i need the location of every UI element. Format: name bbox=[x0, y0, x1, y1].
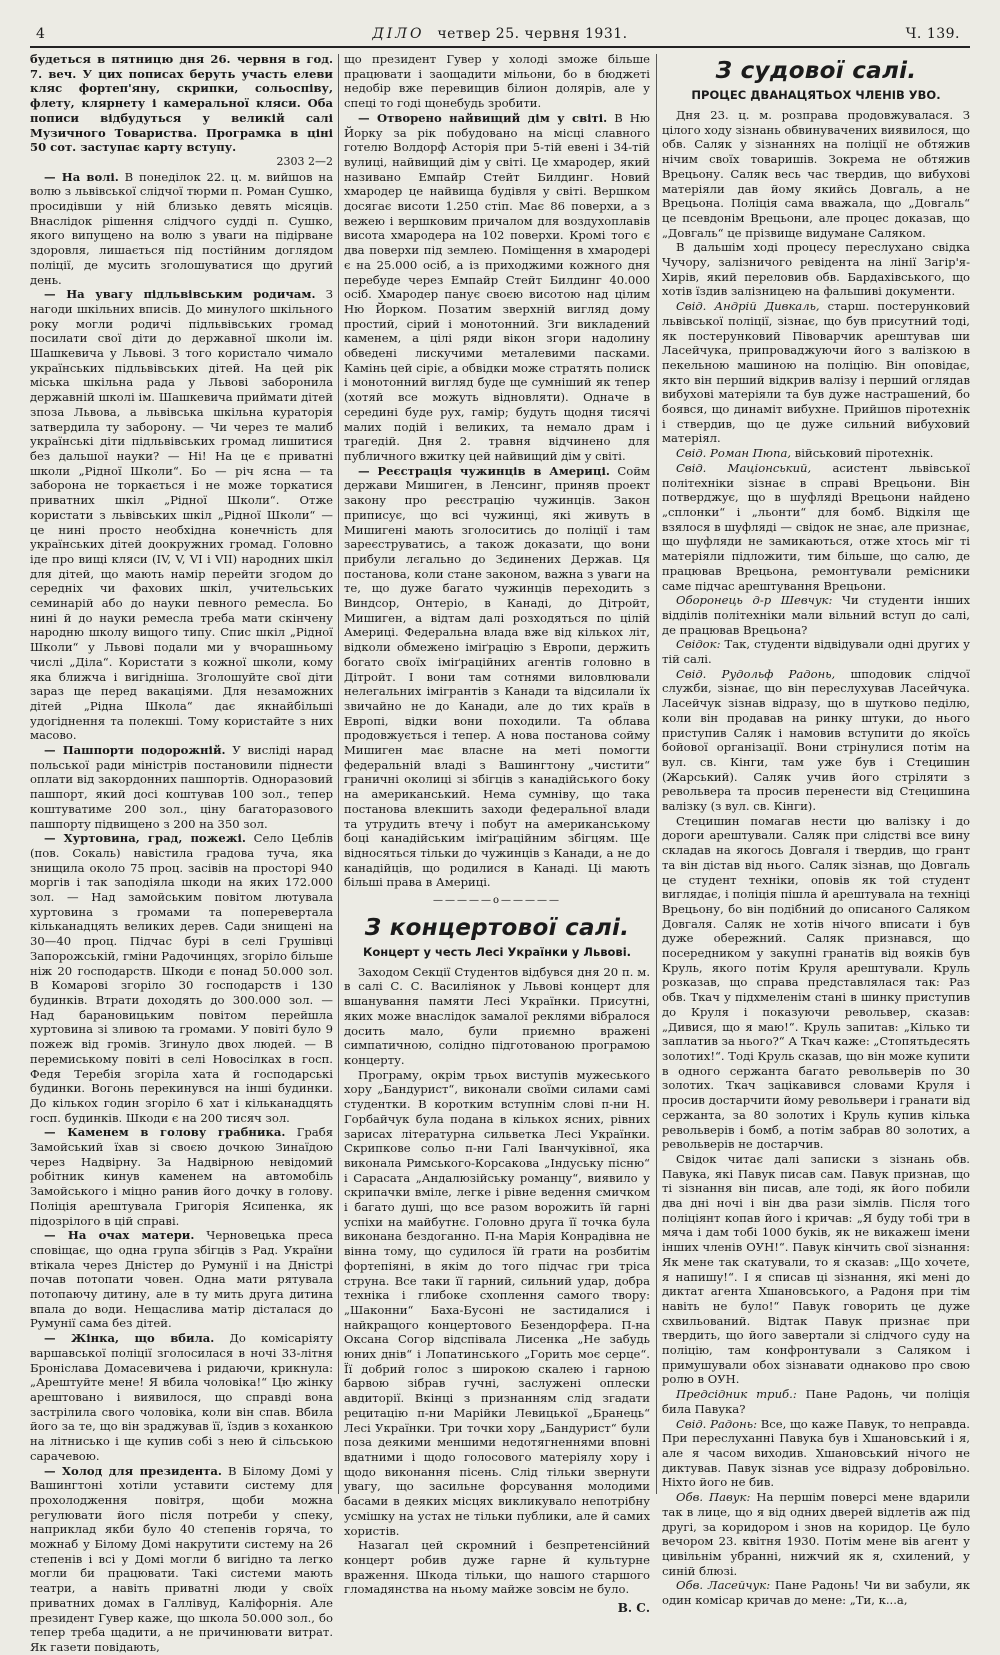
issue-date: четвер 25. червня 1931. bbox=[437, 26, 628, 42]
speaker-label: Обв. Ласейчук: bbox=[676, 1578, 771, 1593]
testimony: Обв. Ласейчук: Пане Радонь! Чи ви забули, як один комісар кричав до мене: „Ти, к...а, bbox=[662, 1578, 971, 1608]
article-paragraph: Свідок читає далі записки з зізнань обв. Павука, які Павук писав сам. Павук признав, що ті зізнання він писав, але тоді, як його побили два дні ночі і він два рази зімлів. Після того поліціянт копав його і кричав: „Я буду тобі три в мяча і дам тобі 1000 буків, як не викажеш імени інших членів ОУН!“. Павук кінчить свої зізнання: Як мене так скатували, то я сказав: „Що хочете, я напишу!“. І я списав ці зізнання, які мені до диктат агента Хшановського, а Радоня при тім навіть не було!“ Павук говорить це дуже схвильований. Відтак Павук признає при твердить, що його завертали зі слідчого суду на поліцію, там конфронтували з Саляком і примушували обох зізнавати однаково про свою ролю в ОУН. bbox=[662, 1151, 970, 1387]
testimony: Свід. Радонь: Все, що каже Павук, то неправда. При переслуханні Павука був і Хшановський і я, але я часом виходив. Хшановський нічого не диктував. Павук зізнав усе відразу добровільно. Ніхто його не бив. bbox=[662, 1416, 970, 1490]
news-item: — Пашпорти подорожній. У висліді нарад польської ради міністрів постановили піднести оплати від закордонних пашпортів. Одноразовий пашпорт, який досі коштував 100 зол., тепер коштуватиме 200 зол., ціну багаторазового пашпорту підвищено з 200 на 350 зол. bbox=[30, 743, 334, 831]
article-paragraph: Заходом Секції Студентов відбувся дня 20 п. м. в салі С. С. Василіянок у Львові концерт для вшанування памяти Лесі Українки. Присутні, яких може внаслідок замалої реклями вібралося досить мало, були приємно вражені симпатичною, солідно підготованою програмою концерту. bbox=[344, 964, 650, 1067]
speaker-label: Обв. Павук: bbox=[676, 1490, 751, 1505]
issue-number: Ч. 139. bbox=[905, 26, 960, 42]
testimony: Обв. Павук: На першім поверсі мене вдарили так в лице, що я від одних дверей відлетів аж під другі, за коридором і знов на коридор. Це було вечором 23. квітня 1930. Потім мене вів агент у цивільнім убранні, нижчий як я, схилений, у синій блюзі. bbox=[662, 1490, 970, 1578]
page-header bbox=[30, 22, 970, 48]
testimony: Оборонець д-р Шевчук: Чи студенти інших відділів політехніки мали вільний вступ до салі, де працював Врецьона? bbox=[662, 593, 971, 637]
testimony: Свід. Маціонський, асистент львівської політехніки зізнає в справі Врецьони. Він потверджує, що в шуфляді Врецьони найдено „сплонки“ і „льонти“ для бомб. Відкіля ще взялося в шуфляді — свідок не знає, але признає, що шуфляди не замикаються, отже хтось міг ті матеріяли підложити, тим більше, що салю, де працював Врецьона, ремонтували ремісники саме підчас арештування Врецьони. bbox=[662, 460, 971, 593]
article-subtitle: Концерт у честь Лесі Українки у Львові. bbox=[362, 944, 632, 959]
news-item: — Реєстрація чужинців в Америці. Сойм держави Мишиген, в Ленсинг, приняв проект закону про реєстрацію чужинців. Закон приписує, що всі чужинці, які живуть в Мишигені мають зголоситись до поліції і там зареєструватись, а також доказати, що вони прибули лєгально до Зєдинених Держав. Ця постанова, коли стане законом, важна з уваги на те, що дуже багато чужинців переходить з Виндсор, Онтеріо, в Канаді, до Дітройт, Мишиген, а відтам далі розходяться по цілій Америці. Федеральна влада вже від кількох літ, відколи обмежено іміґрацію з Европи, держить богато своїх іміґраційних агентів головно в Дітройт. І вони там сотнями виловлювали нелегальних імігрантів з Канади та відсилали їх звичайно не до Канади, але до тих країв в Европі, відки вони походили. Та облава продовжується і тепер. А нова постанова сойму Мишиген має власне на меті помогти федеральній владі з Вашингтону „чистити“ граничні околиці зі збігців з канадійського боку на американський. Нема сумніву, що така постанова влекшить заходи федеральної влади та утрудить втечу і побут на американському боці канадійським іміґраційним збігцям. Ще відносяться тільки до чужинців з Канади, а не до канадійців, що родилися в Канаді. Ці мають більші права в Америці. bbox=[344, 463, 651, 890]
news-title: — Жінка, що вбила. bbox=[44, 1331, 215, 1346]
speaker-label: Свід. Маціонський, bbox=[676, 460, 812, 475]
news-title: — Каменем в голову грабника. bbox=[44, 1125, 286, 1140]
news-title: — Реєстрація чужинців в Америці. bbox=[358, 463, 610, 478]
news-title: — Хуртовина, град, пожежі. bbox=[44, 831, 246, 846]
section-separator: —————o————— bbox=[432, 895, 562, 907]
speaker-label: Свід. Роман Пюпа, bbox=[676, 446, 792, 461]
concert-notice: будеться в пятницю дня 26. червня в год. 7. веч. У цих пописах беруть участь елеви кляс фортеп'яну, скрипки, сольоспіву, флету, клярнету і камеральної кляси. Оба пописи відбудуться у великій салі Музичного Товариства. Програмка в ціні 50 сот. заступає карту вступу. bbox=[30, 52, 333, 155]
article-paragraph: Назагал цей скромний і безпретенсійний концерт робив дуже гарне й культурне враження. Шкода тільки, що нашого старшого гломадянства на ньому майже зовсім не було. bbox=[344, 1538, 650, 1597]
news-item: — Отворено найвищий дім у світі. В Ню Йорку за рік побудовано на місці славного готелю Волдорф Асторія при 5-тій евені і 34-тій вулиці, найвищий дім у світі. Це хмародер, який називано Емпайр Стейт Билдинг. Новий хмародер це найвища будівля у світі. Вершком досягає висоти 1.250 стіп. Має 86 поверхи, а з вежею і вершковим причалом для воздухоплавів висота хмародера на 102 поверхи. Кромі того є два поверхи під землею. Поміщення в хмародері є на 25.000 осіб, а із приходжими кожного дня перебуде через Емпайр Стейт Билдинг 40.000 осіб. Хмародер панує своєю висотою над цілим Ню Йорком. Позатим зверхній вигляд дому простий, сірий і монотонний. Зги викладений каменем, а цілі ряди вікон згори надолину обведені лискучими металевими пасками. Камінь цей сіріє, а обвідки може стратять полиск і монотонний вигляд буде ще сумніший як тепер (хотяй все можуть відновляти). Одначе в середині буде рух, гамір; будуть щодня тисячі малих подій і великих, та немало драм і трагедій. Дня 2. травня відчинено для публичного вжитку цей найвищий дім у світі. bbox=[344, 110, 650, 463]
testimony: Свід. Андрій Дивкаль, старш. постерунковий львівської поліції, зізнає, що був присутний тоді, як постерунковий Півоварчик арештував ши Ласейчука, припроваджуючи його з валізкою в пекельною машиною на поліцію. Він оповідає, якто він перший відкрив валізу і перший оглядав вибухові матеріяли та був дуже настрашений, бо боявся, що динаміт вибухне. Прийшов піротехнік і ствердив, що це дуже сильний вибуховий матеріял. bbox=[662, 299, 970, 446]
news-item: — Жінка, що вбила. До комісаріяту варшавської поліції зголосилася в ночі 33-літня Броніслава Домасевичева і ридаючи, крикнула: „Арештуйте мене! Я вбила чоловіка!“ Цю жінку арештовано і виявилося, що справді вона застрілила свого чоловіка, коли він спав. Вбила його за те, що він зраджував її, їздив з коханкою на літнисько і ще купив собі з нею й сільською сарачевою. bbox=[30, 1331, 333, 1463]
news-item: — На увагу підльвівським родичам. З нагоди шкільних вписів. До минулого шкільного року могли родичі підльвівських громад посилати свої діти до державної школи ім. Шашкевича у Львові. З того користало чимало українських підльвівських дітей. На цей рік міська шкільна рада у Львові заборонила державній школі ім. Шашкевича приймати дітей зпоза Львова, а львівська шкільна кураторія затвердила ту заборону. — Чи через те малиб українські діти підльвівських громад лишитися без дальшої науки? — Ні! На це є приватні школи „Рідної Школи“. Бо — річ ясна — та заборона не торкається і не може торкатися приватних шкіл „Рідної Школи“. Отже користати з львівських шкіл „Рідної Школи“ — це нині просто необхідна конечність для українських дітей доокружних громад. Головно іде про вищі кляси (IV, V, VI і VII) народних шкіл для дітей, що мають намір перейти згодом до середніх чи фахових шкіл, учительських семинарій або до науки певного ремесла. Бо нині й до науки ремесла треба мати скінчену народню школу вищого типу. Спис шкіл „Рідної Школи“ у Львові подали ми у вчорашньому числі „Діла“. Користати з кожної школи, кому яка ближча і вигідніша. Зголошуйте свої діти зараз ще перед вакаціями. Для незаможних дітей „Рідна Школа“ дає якнайбільші удогіднення та полекші. Тому користайте з них масово. bbox=[30, 287, 334, 743]
news-title: — Холод для президента. bbox=[44, 1463, 222, 1478]
column-2 bbox=[344, 52, 651, 1616]
testimony: Свідок: Так, студенти відвідували одні других у тій салі. bbox=[662, 637, 970, 667]
news-title: — На волі. bbox=[44, 169, 119, 184]
testimony: Свід. Роман Пюпа, військовий піротехнік. bbox=[676, 446, 934, 461]
section-title-concert: З концертової салі. bbox=[364, 914, 630, 941]
testimony: Свід. Рудольф Радонь, шподовик слідчої служби, зізнає, що він переслухував Ласейчука. Ласейчук зізнав відразу, що в шутково педілю, коли він продавав на ринку штуки, до нього приступив Саляк і намовив вступити до якоїсь бойової організації. Вони стрінулися потім на вул. св. Кінги, там уже був і Стецишин (Жарський). Саляк учив його стріляти з револьвера та просив перенести від Стецишина валізку (з вул. св. Кінги). bbox=[662, 666, 971, 814]
speaker-label: Свідок: bbox=[676, 637, 721, 652]
news-item: — Каменем в голову грабника. Грабя Замойський їхав зі своєю дочкою Зинаїдою через Надвірну. За Надвірною невідомий робітник кинув каменем на автомобіль Замойського і міцно ранив його дочку в голову. Поліція арештувала Григорія Ясипенка, як підозрілого в цій справі. bbox=[30, 1125, 334, 1228]
news-item: — Хуртовина, град, пожежі. Село Цеблів (пов. Сокаль) навістила градова туча, яка знищила около 75 проц. засівів на просторі 940 моргів і так заподіяла шкоди на яких 172.000 зол. — Над замойським повітом лютувала хуртовина з громами та поперевертала кільканадцять великих дерев. Сади знищені на 30—40 проц. Підчас бурі в селі Грушівці Запорожській, гміни Радочинцях, згоріло більше ніж 20 господарств. Шкоди є понад 50.000 зол. В Комарові згоріло 30 господарств і 130 будинків. Втрати доходять до 300.000 зол. — Над барановицьким повітом перейшла хуртовина зі зливою та громами. У повіті було 9 пожеж від громів. Згинуло двох людей. — В перемиському повіті в селі Новосілках в госп. Федя Теребія згоріла хата й господарські будинки. Вогонь перекинувся на інші будинки. До кількох годин згоріло 6 хат і кільканадцять госп. будинків. Шкоди є на 200 тисяч зол. bbox=[30, 831, 333, 1125]
news-item: — На волі. В понеділок 22. ц. м. вийшов на волю з львівської слідчої тюрми п. Роман Сушко, просидівши у ній близько девять місяців. Внаслідок рішення слідчого судді п. Сушко, якого випущено на волю з уваги на підірване здоровля, лишається під постійним доглядом поліції, де мусить зголошуватися що другий день. bbox=[30, 169, 333, 287]
article-paragraph: Дня 23. ц. м. розправа продовжувалася. З цілого ходу зізнань обвинувачених виявилося, що обв. Саляк у зізнаннях на поліції не обтяжив нічим своїх товаришів. Зокрема не обтяжив Врецьону. Саляк весь час твердив, що вибухові матеріяли дав йому якийсь Довгаль, а не Врецьона. Поліція сама вважала, що „Довгаль“ це псевдонім Врецьони, але процес доказав, що „Довгаль“ це прізвище видумане Саляком. bbox=[662, 108, 970, 240]
speaker-label: Свід. Рудольф Радонь, bbox=[676, 666, 836, 681]
newspaper-name: ДІЛО bbox=[372, 26, 425, 42]
article-subtitle: ПРОЦЕС ДВАНАЦЯТЬОХ ЧЛЕНІВ УВО. bbox=[691, 88, 941, 102]
article-paragraph: Стецишин помагав нести цю валізку і до дороги арештували. Саляк при слідстві все вину складав на якогось Довгаля і твердив, що грант та він дістав від нього. Саляк зізнав, що Довгаль це студент техніки, оповів як той студент виглядає, і поліція пішла й арештувала на техніці Врецьону, бо він подібний до описаного Саляком Довгаля. Саляк не хотів нічого вписати і був дуже обережний. Саляк признався, що посередником у закупні гранатів від вояків був Круль, якого потім Круля арештували. Круль розказав, що справа представлялася так: Раз обв. Ткач у підхмеленім стані в шинку приступив до Круля і показуючи револьвер, сказав: „Дивися, що я маю!“. Круль запитав: „Кілько ти заплатив за нього?“ А Ткач каже: „Стопятьдесять золотих!“. Тоді Круль сказав, що він може купити в одного сержанта багато револьверів по 30 золотих. Ткач зацікавився словами Круля і просив достарчити йому револьвери і гранати від сержанта, за 80 золотих і Круль купив кілька револьверів і бомб, а потім забрав 80 золотих, а револьверів не достарчив. bbox=[662, 813, 970, 1152]
news-title: — На очах матери. bbox=[44, 1228, 195, 1243]
news-title: — Пашпорти подорожній. bbox=[44, 743, 226, 758]
news-item: — Холод для президента. В Білому Домі у Вашингтоні хотіли уставити систему для прохолодження повітря, щоби можна регулювати його після потреби у спеку, наприклад якби було 40 степенів горяча, то можнаб у Білому Домі накрутити систему на 26 степенів і всі у Домі могли б вигідно та легко могли би працювати. Такі системи мають театри, а навіть приватні люди у своїх приватних домах в Галлівуд, Каліфорнія. Але президент Гувер каже, що школа 50.000 зол., бо тепер треба щадити, а не причинювати витрат. Як газети повідають, bbox=[30, 1463, 333, 1654]
notice-ref: 2303 2—2 bbox=[276, 154, 333, 168]
news-item: — На очах матери. Черновецька преса сповіщає, що одна група збігців з Рад. України втікала через Дністер до Румунії і на Дністрі почав потопати човен. Одна мати рятувала потопаючу дитину, але в ту мить друга дитина впала до води. Нещаслива матір дісталася до Румунії сама без дітей. bbox=[30, 1228, 334, 1331]
column-divider bbox=[656, 54, 657, 1494]
column-3 bbox=[662, 52, 971, 1608]
section-title-court: З судової салі. bbox=[715, 58, 917, 84]
testimony: Предсідник триб.: Пане Радонь, чи поліція била Павука? bbox=[662, 1387, 971, 1416]
article-paragraph: Програму, окрім трьох виступів мужеського хору „Бандурист“, виконали своїми силами самі студентки. В коротким вступнім слові п-ни Н. Горбайчук була подана в кількох ясних, рівних зарисах літературна сильветка Лесі Українки. Скрипкове сольо п-ни Галі Іванчуківної, яка виконала Римського-Корсакова „Індуську пісню“ і Сарасата „Андалюзійську романцу“, виявило у скрипачки вміле, легке і рівне ведення смичком і багато душі, що все разом ворожить їй гарні успіхи на майбутнє. Головно друга її точка була виконана бездоганно. П-на Марія Конрадівна не вінна тому, що судилося їй грати на розбитім фортепіяні, в якім до того підчас гри тріса струна. Все таки її гарний, сильний удар, добра техніка і глибоке схоплення самого твору: „Шаконни“ Баха-Бусоні не застидалися і найкращого концертового Безендорфера. П-на Оксана Согор відспівала Лисенка „Не забудь юних днів“ і Лопатинського „Горить моє серце“. Її добрий голос з широкою скалею і гарною барвою зібрав гучні, заслужені оплески авдиторії. Вкінці з признанням слід згадати рецитацію п-ни Марійки Левицької „Бранець“ Лесі Українки. Три точки хору „Бандурист“ були поза деякими меншими недотягненнями вповні вдатними і щодо голосового матеріялу хору і щодо виконання пісень. Слід тільки звернути увагу, що засильне форсування молодими басами в деяких місцях викликувало непотрібну усмішку на устах не тільки публики, але й самих хористів. bbox=[344, 1067, 650, 1538]
speaker-label: Предсідник триб.: bbox=[676, 1387, 797, 1402]
news-title: — Отворено найвищий дім у світі. bbox=[358, 110, 608, 125]
speaker-label: Свід. Андрій Дивкаль, bbox=[676, 299, 820, 314]
speaker-label: Оборонець д-р Шевчук: bbox=[676, 593, 833, 608]
news-title: — На увагу підльвівським родичам. bbox=[44, 287, 316, 302]
article-paragraph: В дальшім ході процесу переслухано свідка Чучору, залізничого ревідента на лінії Загір'я-Хирів, який переловив обв. Бардахівського, що хотів їздив залізницею на фальшиві документи. bbox=[662, 240, 970, 299]
column-divider bbox=[338, 54, 339, 1494]
column-1 bbox=[30, 52, 334, 1654]
news-continuation: що президент Гувер у холоді зможе більше працювати і заощадити мільони, бо в бюджеті недобір вже перевищив білион долярів, але у спеці то годі щонебудь зробити. bbox=[344, 52, 650, 111]
speaker-label: Свід. Радонь: bbox=[676, 1416, 757, 1431]
page-number: 4 bbox=[36, 26, 46, 42]
article-signature: В. С. bbox=[617, 1601, 650, 1616]
